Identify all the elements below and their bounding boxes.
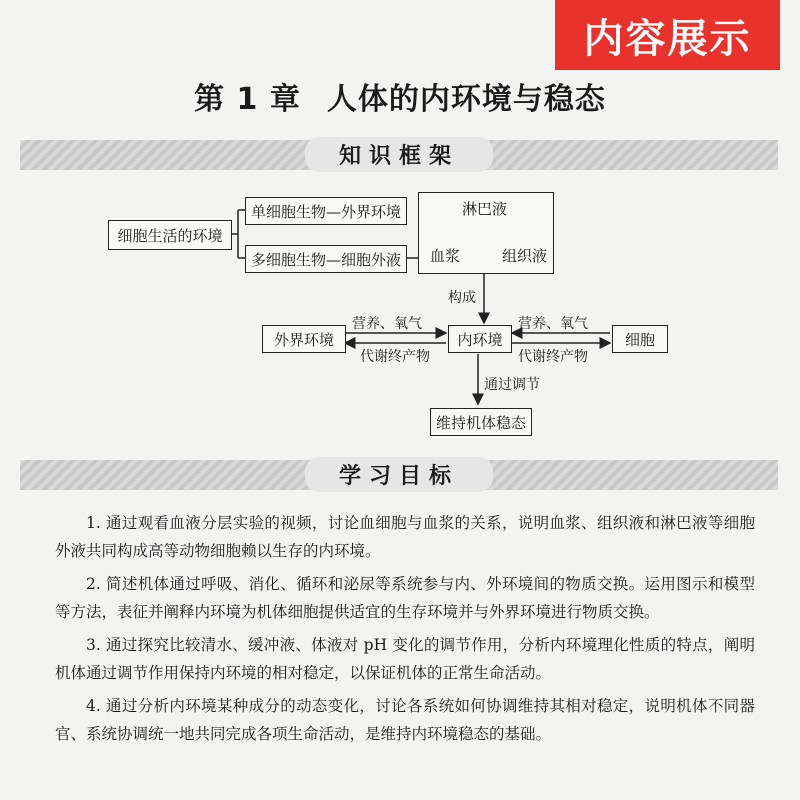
inner-environment-box: 内环境 xyxy=(448,325,512,353)
content-preview-banner: 内容展示 xyxy=(555,0,780,70)
constitute-label: 构成 xyxy=(448,290,476,306)
waste-left-label: 代谢终产物 xyxy=(360,349,430,365)
homeostasis-box: 维持机体稳态 xyxy=(430,408,532,436)
objective-item: 2. 简述机体通过呼吸、消化、循环和泌尿等系统参与内、外环境间的物质交换。运用图示和模型等方法，表征并阐释内环境为机体细胞提供适宜的生存环境并与外界环境进行物质交换。 xyxy=(55,575,755,621)
cell-box: 细胞 xyxy=(612,325,668,353)
tissue-fluid-label: 组织液 xyxy=(502,247,548,265)
multi-cell-box: 多细胞生物—细胞外液 xyxy=(245,245,407,273)
nutrients-right-label: 营养、氧气 xyxy=(518,316,588,332)
outer-environment-box: 外界环境 xyxy=(262,325,346,353)
chapter-number: 第 1 章 xyxy=(194,82,301,117)
objective-item: 4. 通过分析内环境某种成分的动态变化，讨论各系统如何协调维持其相对稳定，说明机体不同器官、系统协调统一地共同完成各项生命活动，是维持内环境稳态的基础。 xyxy=(55,697,755,743)
objective-item: 3. 通过探究比较清水、缓冲液、体液对 pH 变化的调节作用，分析内环境理化性质的特点，阐明机体通过调节作用保持内环境的相对稳定，以保证机体的正常生命活动。 xyxy=(55,636,755,682)
objectives-list xyxy=(55,510,755,754)
cell-environment-box: 细胞生活的环境 xyxy=(108,220,232,250)
objective-item: 1. 通过观看血液分层实验的视频，讨论血细胞与血浆的关系，说明血浆、组织液和淋巴液等细胞外液共同构成高等动物细胞赖以生存的内环境。 xyxy=(55,514,755,560)
objectives-section-bar xyxy=(20,460,778,490)
plasma-label: 血浆 xyxy=(430,247,461,265)
regulation-label: 通过调节 xyxy=(484,377,540,393)
chapter-name: 人体的内环境与稳态 xyxy=(326,82,606,117)
waste-right-label: 代谢终产物 xyxy=(518,349,588,365)
objectives-heading: 学习目标 xyxy=(305,457,493,492)
nutrients-left-label: 营养、氧气 xyxy=(352,316,422,332)
single-cell-box: 单细胞生物—外界环境 xyxy=(245,197,407,225)
framework-heading: 知识框架 xyxy=(305,137,493,172)
lymph-label: 淋巴液 xyxy=(462,200,508,218)
